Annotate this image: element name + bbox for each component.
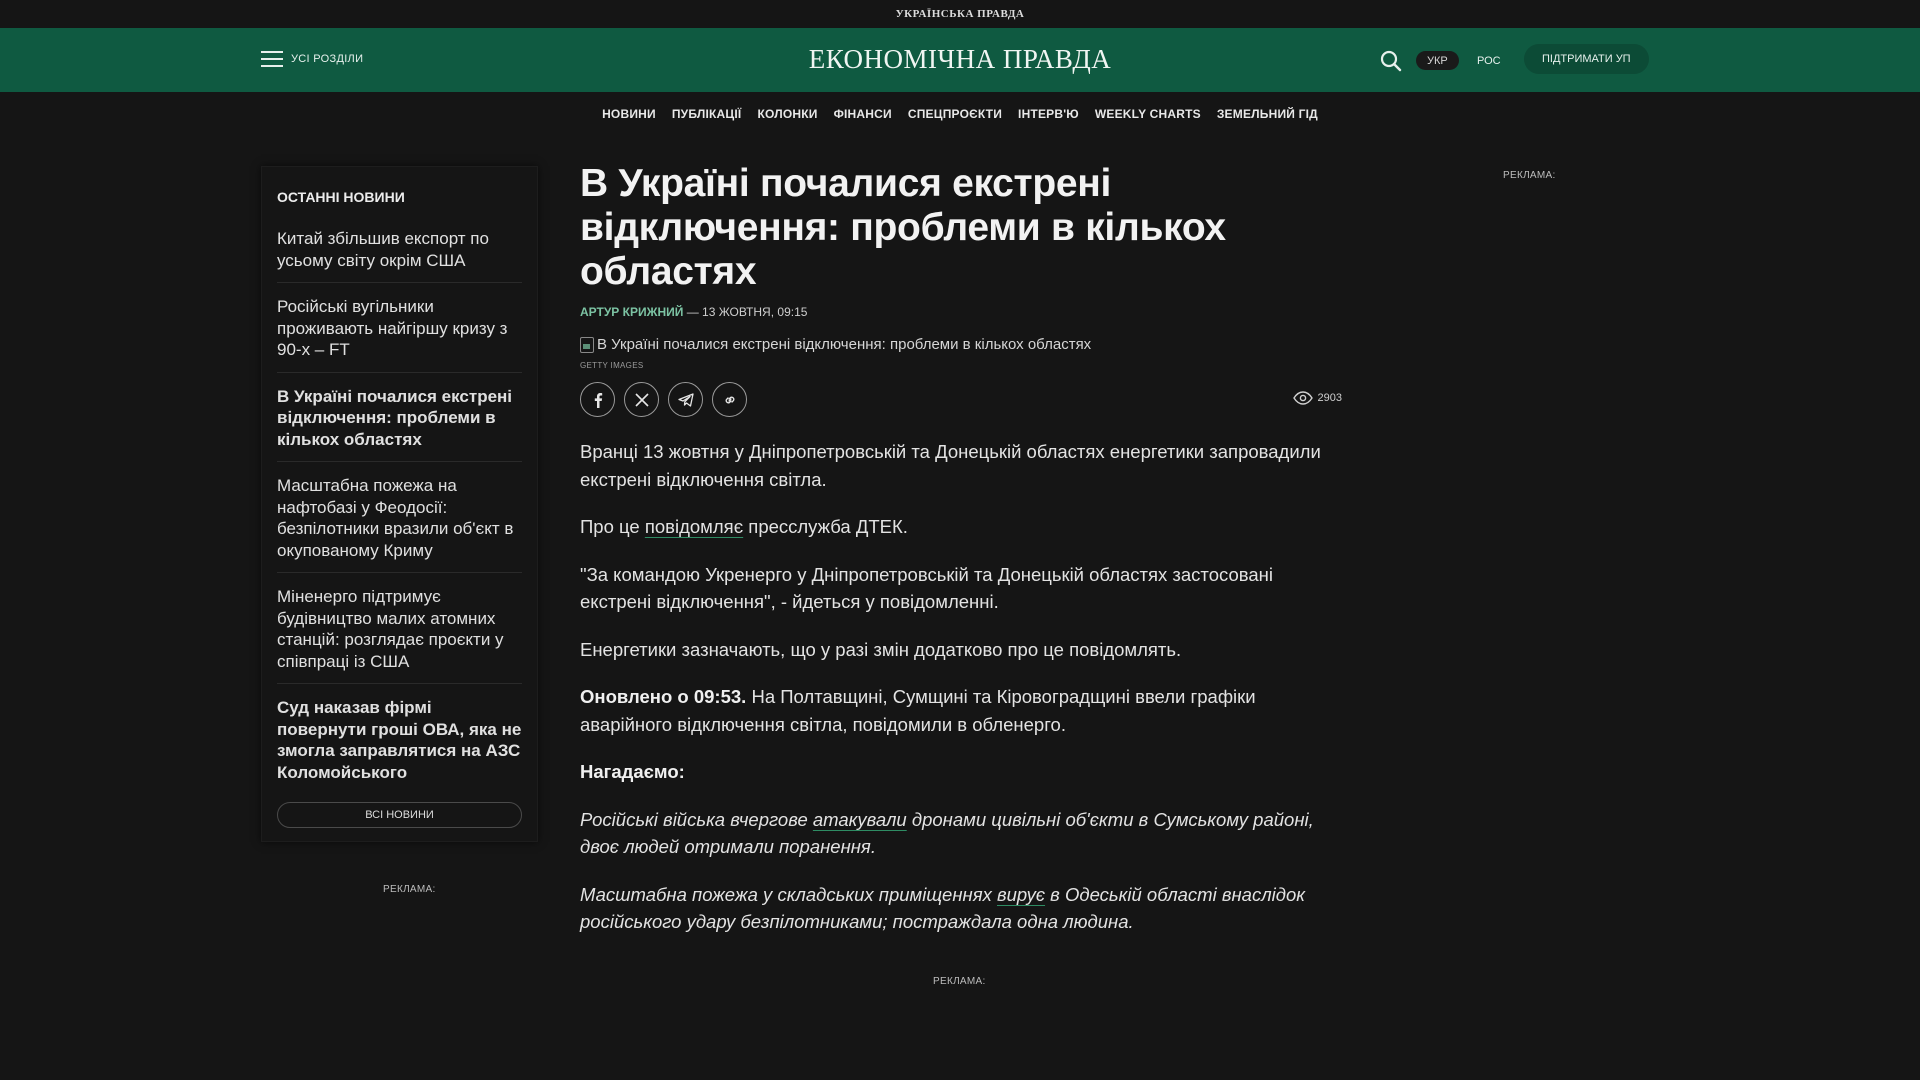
nav-item-finance[interactable]: ФІНАНСИ bbox=[833, 107, 892, 121]
related-link[interactable]: вирує bbox=[996, 883, 1046, 905]
lang-ros-button[interactable]: РОС bbox=[1477, 54, 1501, 67]
share-row bbox=[580, 382, 1342, 418]
link-icon[interactable] bbox=[712, 382, 747, 417]
paragraph: Вранці 13 жовтня у Дніпропетровській та Донецькій областях енергетики запровадили екстрені відключення світла. bbox=[580, 441, 1321, 490]
search-icon[interactable] bbox=[1378, 48, 1404, 74]
article-title: В Україні почалися екстрені відключення: проблеми в кількох областях bbox=[580, 162, 1226, 293]
top-brand-strip[interactable] bbox=[0, 0, 1920, 28]
update-label: Оновлено о 09:53. bbox=[580, 686, 747, 707]
site-logo[interactable]: ЕКОНОМІЧНА ПРАВДА bbox=[808, 44, 1112, 74]
lang-ukr-button[interactable]: УКР bbox=[1416, 51, 1459, 70]
news-item[interactable]: Суд наказав фірмі повернути гроші ОВА, яка не змогла заправлятися на АЗС Коломойського bbox=[277, 698, 522, 782]
nav-item-weekly-charts[interactable]: WEEKLY CHARTS bbox=[1094, 107, 1201, 121]
news-item[interactable]: Російські вугільники проживають найгіршу кризу з 90-х – FT bbox=[277, 283, 522, 373]
hero-image-alt: В Україні почалися екстрені відключення: проблеми в кількох областях bbox=[597, 336, 1092, 353]
news-item[interactable]: Масштабна пожежа на нафтобазі у Феодосії: безпілотники вразили об'єкт в окупованому Криму bbox=[277, 462, 522, 573]
site-header bbox=[0, 28, 1920, 92]
sidebar-title: ОСТАННІ НОВИНИ bbox=[277, 189, 405, 205]
related-link[interactable]: атакували bbox=[812, 808, 907, 830]
facebook-icon[interactable] bbox=[580, 382, 615, 417]
nav-item-publications[interactable]: ПУБЛІКАЦІЇ bbox=[671, 107, 742, 121]
news-item[interactable]: В Україні почалися екстрені відключення: проблеми в кількох областях bbox=[277, 373, 522, 463]
views-count: 2903 bbox=[1317, 392, 1342, 404]
main-nav bbox=[0, 93, 1920, 135]
nav-item-interview[interactable]: ІНТЕРВ'Ю bbox=[1018, 107, 1079, 121]
nav-item-land-guide[interactable]: ЗЕМЕЛЬНИЙ ГІД bbox=[1216, 107, 1318, 121]
nav-item-news[interactable]: НОВИНИ bbox=[602, 107, 656, 121]
nav-item-columns[interactable]: КОЛОНКИ bbox=[757, 107, 818, 121]
paragraph: Оновлено о 09:53. На Полтавщині, Сумщині та Кіровоградщині ввели графіки аварійного відключення світла, повідомили в обленерго. bbox=[580, 686, 1256, 735]
source-link[interactable]: повідомляє bbox=[644, 516, 744, 537]
image-credit: GETTY IMAGES bbox=[580, 361, 644, 370]
right-ad-label: РЕКЛАМА: bbox=[1503, 170, 1556, 181]
broken-image-icon bbox=[580, 337, 594, 353]
reminder-label: Нагадаємо: bbox=[580, 761, 685, 782]
hero-image bbox=[580, 336, 1342, 353]
author-link[interactable]: АРТУР КРИЖНИЙ bbox=[580, 305, 684, 319]
article-body bbox=[580, 438, 1342, 936]
all-news-button[interactable]: ВСІ НОВИНИ bbox=[277, 802, 522, 828]
paragraph: Масштабна пожежа у складських приміщеннях вирує в Одеській області внаслідок російського удару безпілотниками; постраждала одна людина. bbox=[580, 883, 1306, 932]
latest-news-sidebar bbox=[261, 166, 538, 842]
paragraph bbox=[580, 758, 1342, 786]
news-item[interactable]: Міненерго підтримує будівництво малих атомних станцій: розглядає проєкти у співпраці із США bbox=[277, 573, 522, 684]
paragraph: Енергетики зазначають, що у разі змін додатково про це повідомлять. bbox=[580, 638, 1182, 660]
nav-item-specprojects[interactable]: СПЕЦПРОЄКТИ bbox=[907, 107, 1003, 121]
support-button[interactable]: ПІДТРИМАТИ УП bbox=[1524, 44, 1649, 74]
paragraph: Про це повідомляє пресслужба ДТЕК. bbox=[580, 516, 908, 537]
telegram-icon[interactable] bbox=[668, 382, 703, 417]
views-counter bbox=[1293, 391, 1342, 405]
sidebar-ad-label: РЕКЛАМА: bbox=[383, 884, 436, 895]
paragraph: Російські війська вчергове атакували дронами цивільні об'єкти в Сумському районі, двоє людей отримали поранення. bbox=[580, 808, 1314, 857]
all-sections-label: УСІ РОЗДІЛИ bbox=[291, 53, 364, 65]
x-icon[interactable] bbox=[624, 382, 659, 417]
news-item[interactable]: Китай збільшив експорт по усьому світу окрім США bbox=[277, 215, 522, 283]
eye-icon bbox=[1293, 391, 1313, 405]
article bbox=[580, 162, 1342, 936]
article-date: — 13 ЖОВТНЯ, 09:15 bbox=[683, 305, 808, 319]
article-byline bbox=[580, 305, 1342, 319]
article-ad-label: РЕКЛАМА: bbox=[933, 976, 986, 987]
top-brand[interactable]: УКРАЇНСЬКА ПРАВДА bbox=[895, 8, 1025, 20]
paragraph: "За командою Укренерго у Дніпропетровській та Донецькій областях застосовані екстрені відключення", - йдеться у повідомленні. bbox=[580, 563, 1273, 612]
